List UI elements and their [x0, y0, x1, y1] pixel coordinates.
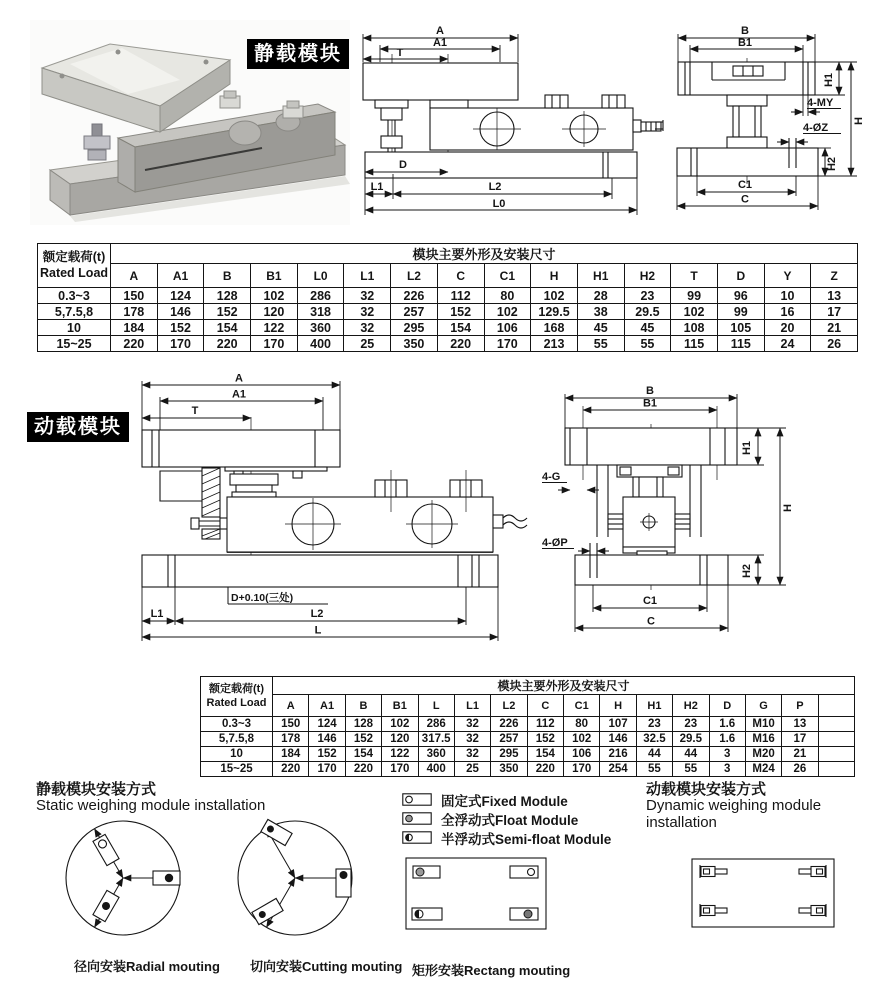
- dim-label-H2: H2: [826, 156, 838, 172]
- table-cell: 32: [454, 732, 490, 747]
- column-header: H2: [624, 264, 671, 288]
- table-cell: 102: [251, 288, 298, 304]
- dim-label-B1: B1: [642, 397, 658, 410]
- column-header: A1: [309, 695, 345, 717]
- table-cell: 29.5: [673, 732, 709, 747]
- table-cell: [818, 717, 854, 732]
- column-header: H: [531, 264, 578, 288]
- dim-label-C1: C1: [737, 179, 753, 191]
- dynamic-side-drawing: [540, 380, 850, 648]
- table-cell: 13: [782, 717, 818, 732]
- table-cell: 16: [764, 304, 811, 320]
- table-row: [38, 288, 858, 304]
- rated-load-cell: 15~25: [38, 336, 111, 352]
- table-cell: 32: [344, 288, 391, 304]
- rated-load-cell: 10: [38, 320, 111, 336]
- column-header: A1: [157, 264, 204, 288]
- table-cell: 120: [382, 732, 418, 747]
- table-cell: 55: [577, 336, 624, 352]
- table-cell: 154: [204, 320, 251, 336]
- dim-label-H1: H1: [823, 72, 835, 88]
- table-cell: [818, 762, 854, 777]
- column-header: D: [717, 264, 764, 288]
- table-cell: 220: [204, 336, 251, 352]
- table-cell: 1.6: [709, 717, 745, 732]
- table-cell: 44: [636, 747, 672, 762]
- column-header: L0: [297, 264, 344, 288]
- cutting-mounting-diagram: [232, 815, 359, 942]
- dim-label-L1: L1: [370, 181, 384, 193]
- table-row: [201, 747, 855, 762]
- radial-mounting-diagram: [60, 815, 187, 942]
- table-cell: 170: [564, 762, 600, 777]
- column-header: C: [527, 695, 563, 717]
- dim-label-B: B: [741, 25, 749, 37]
- table-cell: M24: [745, 762, 781, 777]
- table-row: [38, 336, 858, 352]
- dim-label-A1: A1: [432, 37, 448, 49]
- table-cell: 184: [273, 747, 309, 762]
- table-cell: 20: [764, 320, 811, 336]
- table-cell: 152: [204, 304, 251, 320]
- table-cell: 154: [527, 747, 563, 762]
- table-cell: 122: [251, 320, 298, 336]
- table-cell: 128: [345, 717, 381, 732]
- table-cell: 295: [391, 320, 438, 336]
- table-cell: 32: [344, 304, 391, 320]
- table-cell: 3: [709, 762, 745, 777]
- table-cell: 102: [564, 732, 600, 747]
- table-cell: 257: [491, 732, 527, 747]
- table-cell: 295: [491, 747, 527, 762]
- legend-label: 全浮动式Float Module: [441, 812, 579, 828]
- rated-load-header: 额定载荷(t) Rated Load: [38, 244, 111, 288]
- column-header: L2: [391, 264, 438, 288]
- table-cell: 360: [297, 320, 344, 336]
- table-cell: 350: [391, 336, 438, 352]
- table-cell: 26: [782, 762, 818, 777]
- table-cell: 220: [111, 336, 158, 352]
- table-cell: 108: [671, 320, 718, 336]
- column-header: Z: [811, 264, 858, 288]
- table-cell: 220: [345, 762, 381, 777]
- table-cell: 106: [484, 320, 531, 336]
- table-cell: 102: [531, 288, 578, 304]
- dim-label-C1: C1: [642, 595, 658, 607]
- table-cell: 99: [671, 288, 718, 304]
- table-cell: 102: [382, 717, 418, 732]
- table-cell: 32: [344, 320, 391, 336]
- dynamic-install-title-en: Dynamic weighing module installation: [646, 797, 822, 831]
- table-cell: 55: [624, 336, 671, 352]
- table-cell: 45: [624, 320, 671, 336]
- table-cell: 146: [309, 732, 345, 747]
- dynamic-module-tag: 动载模块: [27, 412, 129, 442]
- table-cell: 107: [600, 717, 636, 732]
- table-cell: 150: [273, 717, 309, 732]
- rated-load-cell: 5,7.5,8: [201, 732, 273, 747]
- dim-label-4OZ: 4-ØZ: [803, 122, 829, 134]
- table-cell: 350: [491, 762, 527, 777]
- table-cell: 129.5: [531, 304, 578, 320]
- static-install-title-en: Static weighing module installation: [36, 797, 266, 814]
- static-module-spec-table: [37, 243, 858, 352]
- dim-label-A: A: [436, 25, 444, 37]
- dim-label-L: L: [314, 624, 322, 637]
- table-cell: 106: [564, 747, 600, 762]
- column-header: [818, 695, 854, 717]
- column-header: L2: [491, 695, 527, 717]
- dim-label-A: A: [235, 372, 243, 385]
- dim-label-H1: H1: [741, 440, 753, 456]
- dim-label-D: D: [399, 159, 407, 171]
- table-cell: 122: [382, 747, 418, 762]
- table-cell: 55: [636, 762, 672, 777]
- table-cell: 102: [484, 304, 531, 320]
- column-header: H2: [673, 695, 709, 717]
- rectang-mounting-diagram: [404, 852, 551, 934]
- column-header: L1: [454, 695, 490, 717]
- table-cell: 216: [600, 747, 636, 762]
- table-cell: 3: [709, 747, 745, 762]
- table-cell: 1.6: [709, 732, 745, 747]
- table-row: [38, 304, 858, 320]
- table-cell: 45: [577, 320, 624, 336]
- table-cell: 120: [251, 304, 298, 320]
- dim-label-C: C: [741, 193, 749, 206]
- dimensions-span-header: 模块主要外形及安装尺寸: [111, 244, 858, 264]
- module-type-legend: [402, 792, 611, 845]
- table-cell: 28: [577, 288, 624, 304]
- table-cell: 102: [671, 304, 718, 320]
- dim-label-C: C: [647, 615, 655, 628]
- rated-load-cell: 15~25: [201, 762, 273, 777]
- dim-label-L2: L2: [488, 181, 502, 193]
- dim-label-4G: 4-G: [542, 471, 561, 483]
- table-cell: 178: [273, 732, 309, 747]
- table-cell: 17: [782, 732, 818, 747]
- column-header: C: [437, 264, 484, 288]
- table-cell: 150: [111, 288, 158, 304]
- static-module-tag: 静载模块: [247, 39, 349, 69]
- table-cell: 154: [345, 747, 381, 762]
- table-cell: 112: [527, 717, 563, 732]
- table-cell: 112: [437, 288, 484, 304]
- table-cell: 226: [391, 288, 438, 304]
- rectang-caption: 矩形安装Rectang mouting: [412, 963, 571, 978]
- table-cell: 400: [418, 762, 454, 777]
- dim-label-B1: B1: [737, 37, 753, 49]
- table-cell: 286: [297, 288, 344, 304]
- static-install-title-zh: 静载模块安装方式: [36, 781, 157, 798]
- table-cell: 178: [111, 304, 158, 320]
- legend-item-semi-float: [402, 830, 611, 845]
- column-header: B: [345, 695, 381, 717]
- table-cell: 170: [382, 762, 418, 777]
- table-cell: 32: [454, 717, 490, 732]
- table-cell: 44: [673, 747, 709, 762]
- dim-label-4OP: 4-ØP: [542, 537, 568, 549]
- legend-item-float: [402, 811, 611, 826]
- static-front-drawing: [355, 18, 665, 233]
- table-cell: 152: [157, 320, 204, 336]
- dynamic-mounting-diagram: [688, 852, 840, 932]
- table-cell: 152: [309, 747, 345, 762]
- legend-label: 半浮动式Semi-float Module: [441, 831, 612, 847]
- dynamic-front-drawing: [135, 372, 565, 657]
- table-cell: 317.5: [418, 732, 454, 747]
- table-cell: 360: [418, 747, 454, 762]
- table-cell: 21: [811, 320, 858, 336]
- dim-label-H: H: [782, 504, 794, 512]
- rated-load-cell: 5,7.5,8: [38, 304, 111, 320]
- dynamic-install-title-zh: 动载模块安装方式: [646, 781, 767, 798]
- dim-label-4MY: 4-MY: [807, 97, 834, 109]
- table-cell: 26: [811, 336, 858, 352]
- dimensions-span-header: 模块主要外形及安装尺寸: [273, 677, 855, 695]
- dim-label-H2: H2: [741, 563, 753, 579]
- table-cell: 254: [600, 762, 636, 777]
- dynamic-module-spec-table: [200, 676, 855, 777]
- rated-load-cell: 0.3~3: [201, 717, 273, 732]
- table-cell: 146: [600, 732, 636, 747]
- rated-load-cell: 0.3~3: [38, 288, 111, 304]
- table-cell: 168: [531, 320, 578, 336]
- table-cell: 80: [484, 288, 531, 304]
- radial-caption: 径向安装Radial mouting: [74, 959, 220, 974]
- table-cell: 213: [531, 336, 578, 352]
- table-cell: 220: [273, 762, 309, 777]
- table-cell: 226: [491, 717, 527, 732]
- column-header: B1: [382, 695, 418, 717]
- column-header: H: [600, 695, 636, 717]
- table-cell: 105: [717, 320, 764, 336]
- table-cell: 55: [673, 762, 709, 777]
- dim-label-D: D+0.10(三处): [231, 592, 294, 604]
- dim-label-L1: L1: [150, 608, 164, 620]
- table-cell: 32: [454, 747, 490, 762]
- dim-label-L0: L0: [492, 198, 506, 210]
- table-cell: 38: [577, 304, 624, 320]
- spec-table: [200, 676, 855, 777]
- dim-label-B: B: [646, 385, 654, 397]
- table-cell: 13: [811, 288, 858, 304]
- table-cell: 128: [204, 288, 251, 304]
- table-cell: 318: [297, 304, 344, 320]
- table-cell: 24: [764, 336, 811, 352]
- table-cell: 23: [673, 717, 709, 732]
- table-cell: 17: [811, 304, 858, 320]
- table-cell: 21: [782, 747, 818, 762]
- dim-label-L2: L2: [310, 608, 324, 620]
- table-cell: 25: [454, 762, 490, 777]
- semi-float-module-icon: [402, 831, 432, 844]
- spec-table: [37, 243, 858, 352]
- table-cell: 184: [111, 320, 158, 336]
- table-cell: 170: [309, 762, 345, 777]
- table-row: [38, 320, 858, 336]
- column-header: H1: [636, 695, 672, 717]
- table-cell: 146: [157, 304, 204, 320]
- dim-label-T: T: [191, 405, 199, 417]
- table-cell: [818, 732, 854, 747]
- table-cell: M20: [745, 747, 781, 762]
- column-header: H1: [577, 264, 624, 288]
- column-header: L: [418, 695, 454, 717]
- table-row: [201, 732, 855, 747]
- table-cell: 25: [344, 336, 391, 352]
- table-cell: 23: [636, 717, 672, 732]
- column-header: G: [745, 695, 781, 717]
- float-module-icon: [402, 812, 432, 825]
- column-header: C1: [484, 264, 531, 288]
- table-cell: M10: [745, 717, 781, 732]
- table-cell: 170: [251, 336, 298, 352]
- column-header: A: [273, 695, 309, 717]
- column-header: B1: [251, 264, 298, 288]
- column-header: T: [671, 264, 718, 288]
- table-cell: 400: [297, 336, 344, 352]
- table-cell: 115: [717, 336, 764, 352]
- table-cell: 10: [764, 288, 811, 304]
- table-row: [201, 762, 855, 777]
- column-header: B: [204, 264, 251, 288]
- column-header: P: [782, 695, 818, 717]
- column-header: A: [111, 264, 158, 288]
- table-row: [201, 717, 855, 732]
- table-cell: 124: [309, 717, 345, 732]
- table-cell: 220: [437, 336, 484, 352]
- table-cell: 115: [671, 336, 718, 352]
- table-cell: 170: [484, 336, 531, 352]
- table-cell: M16: [745, 732, 781, 747]
- table-cell: 220: [527, 762, 563, 777]
- table-cell: 29.5: [624, 304, 671, 320]
- cutting-caption: 切向安装Cutting mouting: [250, 959, 403, 974]
- column-header: Y: [764, 264, 811, 288]
- table-cell: [818, 747, 854, 762]
- static-side-drawing: [655, 18, 890, 233]
- table-cell: 32.5: [636, 732, 672, 747]
- legend-item-fixed: [402, 792, 611, 807]
- column-header: C1: [564, 695, 600, 717]
- table-cell: 152: [345, 732, 381, 747]
- rated-load-header: 额定载荷(t) Rated Load: [201, 677, 273, 717]
- legend-label: 固定式Fixed Module: [441, 793, 568, 809]
- dim-label-A1: A1: [231, 388, 247, 401]
- dim-label-T: T: [396, 47, 404, 59]
- table-cell: 152: [437, 304, 484, 320]
- table-cell: 80: [564, 717, 600, 732]
- table-cell: 96: [717, 288, 764, 304]
- table-cell: 170: [157, 336, 204, 352]
- table-cell: 124: [157, 288, 204, 304]
- table-cell: 286: [418, 717, 454, 732]
- dim-label-H: H: [853, 117, 865, 125]
- table-cell: 152: [527, 732, 563, 747]
- table-cell: 23: [624, 288, 671, 304]
- fixed-module-icon: [402, 793, 432, 806]
- table-cell: 99: [717, 304, 764, 320]
- column-header: D: [709, 695, 745, 717]
- rated-load-cell: 10: [201, 747, 273, 762]
- column-header: L1: [344, 264, 391, 288]
- table-cell: 154: [437, 320, 484, 336]
- table-cell: 257: [391, 304, 438, 320]
